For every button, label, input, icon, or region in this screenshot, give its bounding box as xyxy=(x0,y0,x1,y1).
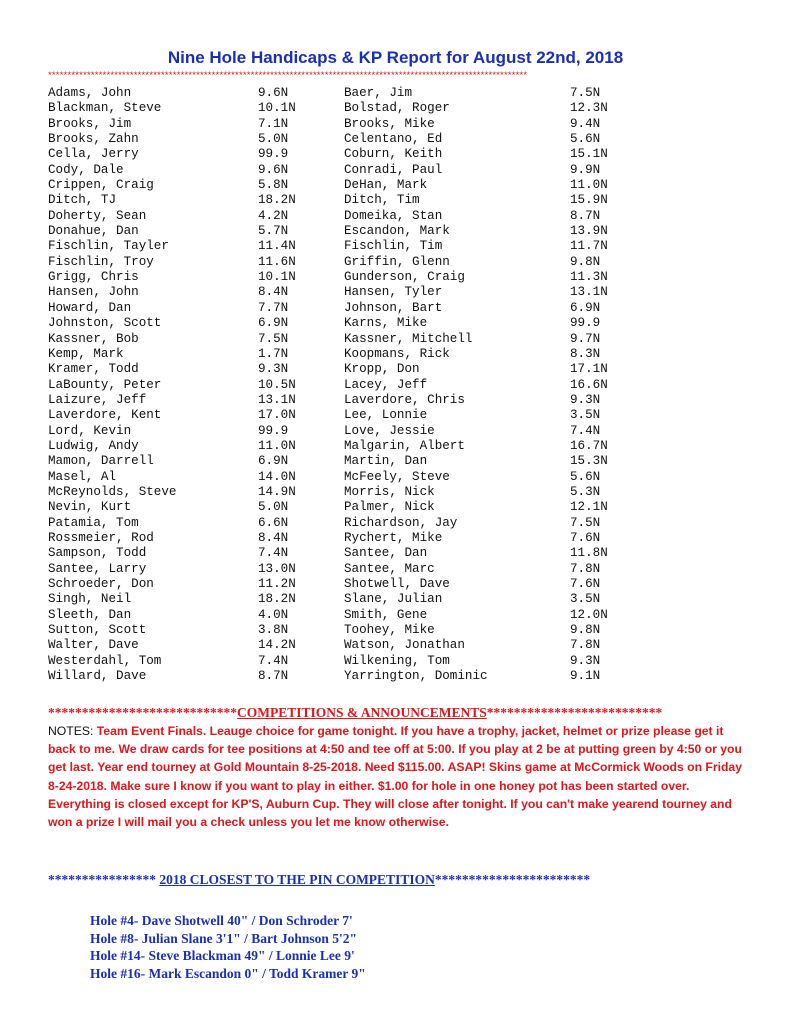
player-handicap: 9.4N xyxy=(570,116,601,131)
table-row xyxy=(48,163,688,178)
player-name: Santee, Marc xyxy=(344,561,435,576)
player-handicap: 12.0N xyxy=(570,607,608,622)
player-handicap: 3.8N xyxy=(258,623,289,638)
player-handicap: 8.4N xyxy=(258,285,289,300)
table-row xyxy=(48,546,688,561)
table-row xyxy=(48,117,688,132)
player-name: Ditch, TJ xyxy=(48,193,117,208)
player-handicap: 9.8N xyxy=(570,623,601,638)
player-handicap: 99.9 xyxy=(258,423,289,438)
table-row xyxy=(48,408,688,423)
table-row xyxy=(48,224,688,239)
player-name: Hansen, John xyxy=(48,285,139,300)
player-handicap: 8.7N xyxy=(570,208,601,223)
player-name: Ludwig, Andy xyxy=(48,438,139,453)
player-name: Grigg, Chris xyxy=(48,270,139,285)
player-name: Escandon, Mark xyxy=(344,224,450,239)
pin-result-hole-8: Hole #8- Julian Slane 3'1" / Bart Johnson 5'2" xyxy=(90,930,358,946)
player-handicap: 5.6N xyxy=(570,132,601,147)
player-handicap: 99.9 xyxy=(258,147,289,162)
player-name: Rossmeier, Rod xyxy=(48,530,154,545)
player-name: Kemp, Mark xyxy=(48,346,124,361)
player-handicap: 15.3N xyxy=(570,454,608,469)
player-name: Brooks, Zahn xyxy=(48,132,139,147)
pin-stars-right: *********************** xyxy=(434,872,591,887)
table-row xyxy=(48,378,688,393)
table-row xyxy=(48,623,688,638)
player-name: Laverdore, Kent xyxy=(48,408,162,423)
player-handicap: 14.9N xyxy=(258,484,296,499)
player-name: Slane, Julian xyxy=(344,592,443,607)
player-name: Santee, Larry xyxy=(48,561,147,576)
player-name: Malgarin, Albert xyxy=(344,438,465,453)
player-handicap: 9.7N xyxy=(570,331,601,346)
pin-result-hole-16: Hole #16- Mark Escandon 0" / Todd Kramer 9" xyxy=(90,965,366,981)
table-row xyxy=(48,439,688,454)
player-name: Hansen, Tyler xyxy=(344,285,443,300)
player-name: Santee, Dan xyxy=(344,546,428,561)
table-row xyxy=(48,285,688,300)
player-name: Fischlin, Troy xyxy=(48,254,154,269)
table-row xyxy=(48,362,688,377)
player-name: Cella, Jerry xyxy=(48,147,139,162)
player-name: Celentano, Ed xyxy=(344,132,443,147)
player-handicap: 11.3N xyxy=(570,270,608,285)
player-name: Toohey, Mike xyxy=(344,623,435,638)
closest-to-pin-title: 2018 CLOSEST TO THE PIN COMPETITION xyxy=(159,872,435,887)
player-name: Yarrington, Dominic xyxy=(344,669,488,684)
player-name: Martin, Dan xyxy=(344,454,428,469)
table-row xyxy=(48,316,688,331)
player-handicap: 13.1N xyxy=(258,392,296,407)
player-handicap: 13.1N xyxy=(570,285,608,300)
player-name: Coburn, Keith xyxy=(344,147,443,162)
player-name: Smith, Gene xyxy=(344,607,428,622)
player-handicap: 3.5N xyxy=(570,408,601,423)
table-row xyxy=(48,132,688,147)
player-name: Wilkening, Tom xyxy=(344,653,450,668)
player-handicap: 11.4N xyxy=(258,239,296,254)
player-name: McReynolds, Steve xyxy=(48,484,177,499)
player-name: Fischlin, Tayler xyxy=(48,239,169,254)
table-row xyxy=(48,531,688,546)
pin-result-hole-14: Hole #14- Steve Blackman 49" / Lonnie Lee 9' xyxy=(90,948,355,963)
closest-to-pin-heading xyxy=(48,872,748,888)
table-row xyxy=(48,470,688,485)
player-handicap: 13.0N xyxy=(258,561,296,576)
player-handicap: 5.0N xyxy=(258,132,289,147)
player-name: Sampson, Todd xyxy=(48,546,147,561)
player-name: Adams, John xyxy=(48,86,132,100)
player-handicap: 7.4N xyxy=(258,546,289,561)
table-row xyxy=(48,239,688,254)
player-handicap: 8.7N xyxy=(258,669,289,684)
player-name: Johnson, Bart xyxy=(344,300,443,315)
player-name: Mamon, Darrell xyxy=(48,454,154,469)
player-name: Kropp, Don xyxy=(344,362,420,377)
table-row xyxy=(48,178,688,193)
player-handicap: 7.5N xyxy=(570,515,601,530)
competitions-stars-right: ************************** xyxy=(486,705,663,720)
player-name: DeHan, Mark xyxy=(344,178,428,193)
player-handicap: 11.2N xyxy=(258,577,296,591)
player-name: Sutton, Scott xyxy=(48,623,147,638)
player-handicap: 5.3N xyxy=(570,484,601,499)
notes-label: NOTES: xyxy=(48,724,94,738)
player-name: Doherty, Sean xyxy=(48,208,147,223)
player-handicap: 4.2N xyxy=(258,208,289,223)
player-handicap: 12.1N xyxy=(570,500,608,515)
player-handicap: 9.6N xyxy=(258,86,289,100)
table-row xyxy=(48,592,688,607)
player-handicap: 7.5N xyxy=(570,86,601,100)
player-name: LaBounty, Peter xyxy=(48,377,162,392)
player-handicap: 15.1N xyxy=(570,147,608,162)
player-name: Blackman, Steve xyxy=(48,101,162,116)
player-name: Ditch, Tim xyxy=(344,193,420,208)
player-name: Sleeth, Dan xyxy=(48,607,132,622)
player-handicap: 7.5N xyxy=(258,331,289,346)
player-handicap: 11.0N xyxy=(570,178,608,193)
player-name: Laverdore, Chris xyxy=(344,392,465,407)
player-name: Singh, Neil xyxy=(48,592,132,607)
table-row xyxy=(48,638,688,653)
player-name: Brooks, Mike xyxy=(344,116,435,131)
player-name: Conradi, Paul xyxy=(344,162,443,177)
player-name: Nevin, Kurt xyxy=(48,500,132,515)
table-row xyxy=(48,270,688,285)
player-handicap: 12.3N xyxy=(570,101,608,116)
table-row xyxy=(48,516,688,531)
table-row xyxy=(48,393,688,408)
player-handicap: 9.3N xyxy=(570,392,601,407)
table-row xyxy=(48,562,688,577)
player-handicap: 7.4N xyxy=(258,653,289,668)
player-handicap: 7.6N xyxy=(570,530,601,545)
table-row xyxy=(48,454,688,469)
player-handicap: 8.4N xyxy=(258,530,289,545)
player-handicap: 10.5N xyxy=(258,377,296,392)
player-name: Palmer, Nick xyxy=(344,500,435,515)
player-handicap: 9.3N xyxy=(258,362,289,377)
player-name: Morris, Nick xyxy=(344,484,435,499)
player-handicap: 9.9N xyxy=(570,162,601,177)
player-name: Patamia, Tom xyxy=(48,515,139,530)
table-row xyxy=(48,101,688,116)
pin-stars-left: **************** xyxy=(48,872,156,887)
player-name: Walter, Dave xyxy=(48,638,139,653)
player-name: Baer, Jim xyxy=(344,86,413,100)
player-name: Schroeder, Don xyxy=(48,577,154,591)
competitions-stars-left: **************************** xyxy=(48,705,237,720)
table-row xyxy=(48,347,688,362)
player-name: Richardson, Jay xyxy=(344,515,458,530)
player-handicap: 15.9N xyxy=(570,193,608,208)
table-row xyxy=(48,86,688,101)
player-name: Howard, Dan xyxy=(48,300,132,315)
player-handicap: 7.6N xyxy=(570,577,601,591)
player-handicap: 6.9N xyxy=(570,300,601,315)
table-row xyxy=(48,608,688,623)
player-handicap: 1.7N xyxy=(258,346,289,361)
player-name: Lee, Lonnie xyxy=(344,408,428,423)
player-handicap: 11.7N xyxy=(570,239,608,254)
player-handicap: 17.0N xyxy=(258,408,296,423)
handicap-roster xyxy=(48,86,688,684)
player-handicap: 7.8N xyxy=(570,561,601,576)
player-handicap: 9.1N xyxy=(570,669,601,684)
player-handicap: 5.6N xyxy=(570,469,601,484)
player-name: Rychert, Mike xyxy=(344,530,443,545)
table-row xyxy=(48,500,688,515)
announcements-notes xyxy=(48,722,748,831)
player-name: Kassner, Mitchell xyxy=(344,331,473,346)
player-handicap: 9.6N xyxy=(258,162,289,177)
table-row xyxy=(48,255,688,270)
player-handicap: 16.6N xyxy=(570,377,608,392)
player-handicap: 7.7N xyxy=(258,300,289,315)
player-handicap: 11.6N xyxy=(258,254,296,269)
player-name: Brooks, Jim xyxy=(48,116,132,131)
table-row xyxy=(48,424,688,439)
player-name: Love, Jessie xyxy=(344,423,435,438)
player-name: Watson, Jonathan xyxy=(344,638,465,653)
player-name: Lord, Kevin xyxy=(48,423,132,438)
title-divider: *************************************************************************************************************************** xyxy=(48,70,528,81)
table-row xyxy=(48,577,688,592)
player-name: Karns, Mike xyxy=(344,316,428,331)
player-name: Crippen, Craig xyxy=(48,178,154,193)
player-handicap: 11.0N xyxy=(258,438,296,453)
player-name: McFeely, Steve xyxy=(344,469,450,484)
notes-text: Team Event Finals. Leauge choice for game tonight. If you have a trophy, jacket, helmet or prize please get it back to me. We draw cards for tee positions at 4:50 and tee off at 5:00. If you play at 2 be at putting green by 4:50 or you get last. Year end tourney at Gold Mountain 8-25-2018. Need $115.00. ASAP! Skins game at McCormick Woods on Friday 8-24-2018. Make sure I know if you want to play in either. $1.00 for hole in one honey pot has been started over. Everything is closed except for KP'S, Auburn Cup. They will close after tonight. If you can't make yearend tourney and won a prize I will mail you a check unless you let me know otherwise. xyxy=(48,724,742,830)
player-handicap: 6.9N xyxy=(258,454,289,469)
player-name: Kassner, Bob xyxy=(48,331,139,346)
player-handicap: 18.2N xyxy=(258,592,296,607)
player-handicap: 10.1N xyxy=(258,270,296,285)
player-handicap: 6.9N xyxy=(258,316,289,331)
closest-to-pin-list xyxy=(90,912,366,982)
player-name: Bolstad, Roger xyxy=(344,101,450,116)
player-name: Laizure, Jeff xyxy=(48,392,147,407)
player-name: Koopmans, Rick xyxy=(344,346,450,361)
table-row xyxy=(48,301,688,316)
player-name: Griffin, Glenn xyxy=(344,254,450,269)
player-handicap: 13.9N xyxy=(570,224,608,239)
table-row xyxy=(48,332,688,347)
competitions-title: COMPETITIONS & ANNOUNCEMENTS xyxy=(237,705,487,720)
competitions-heading xyxy=(48,705,768,721)
player-handicap: 5.7N xyxy=(258,224,289,239)
player-handicap: 5.8N xyxy=(258,178,289,193)
player-handicap: 16.7N xyxy=(570,438,608,453)
table-row xyxy=(48,209,688,224)
player-name: Domeika, Stan xyxy=(344,208,443,223)
player-handicap: 18.2N xyxy=(258,193,296,208)
player-name: Johnston, Scott xyxy=(48,316,162,331)
player-name: Masel, Al xyxy=(48,469,117,484)
page-title: Nine Hole Handicaps & KP Report for August 22nd, 2018 xyxy=(167,48,624,67)
player-handicap: 10.1N xyxy=(258,101,296,116)
table-row xyxy=(48,193,688,208)
player-name: Fischlin, Tim xyxy=(344,239,443,254)
player-name: Shotwell, Dave xyxy=(344,577,450,591)
player-handicap: 99.9 xyxy=(570,316,601,331)
player-name: Gunderson, Craig xyxy=(344,270,465,285)
player-name: Lacey, Jeff xyxy=(344,377,428,392)
player-handicap: 5.0N xyxy=(258,500,289,515)
pin-result-hole-4: Hole #4- Dave Shotwell 40" / Don Schroder 7' xyxy=(90,913,353,928)
table-row xyxy=(48,485,688,500)
player-handicap: 8.3N xyxy=(570,346,601,361)
player-handicap: 3.5N xyxy=(570,592,601,607)
player-handicap: 14.2N xyxy=(258,638,296,653)
player-handicap: 6.6N xyxy=(258,515,289,530)
player-name: Cody, Dale xyxy=(48,162,124,177)
player-handicap: 11.8N xyxy=(570,546,608,561)
table-row xyxy=(48,669,688,684)
player-handicap: 9.8N xyxy=(570,254,601,269)
player-name: Kramer, Todd xyxy=(48,362,139,377)
player-handicap: 9.3N xyxy=(570,653,601,668)
player-handicap: 7.1N xyxy=(258,116,289,131)
player-handicap: 17.1N xyxy=(570,362,608,377)
player-name: Donahue, Dan xyxy=(48,224,139,239)
table-row xyxy=(48,654,688,669)
player-handicap: 7.4N xyxy=(570,423,601,438)
player-name: Willard, Dave xyxy=(48,669,147,684)
player-name: Westerdahl, Tom xyxy=(48,653,162,668)
player-handicap: 14.0N xyxy=(258,469,296,484)
table-row xyxy=(48,147,688,162)
player-handicap: 7.8N xyxy=(570,638,601,653)
player-handicap: 4.0N xyxy=(258,607,289,622)
